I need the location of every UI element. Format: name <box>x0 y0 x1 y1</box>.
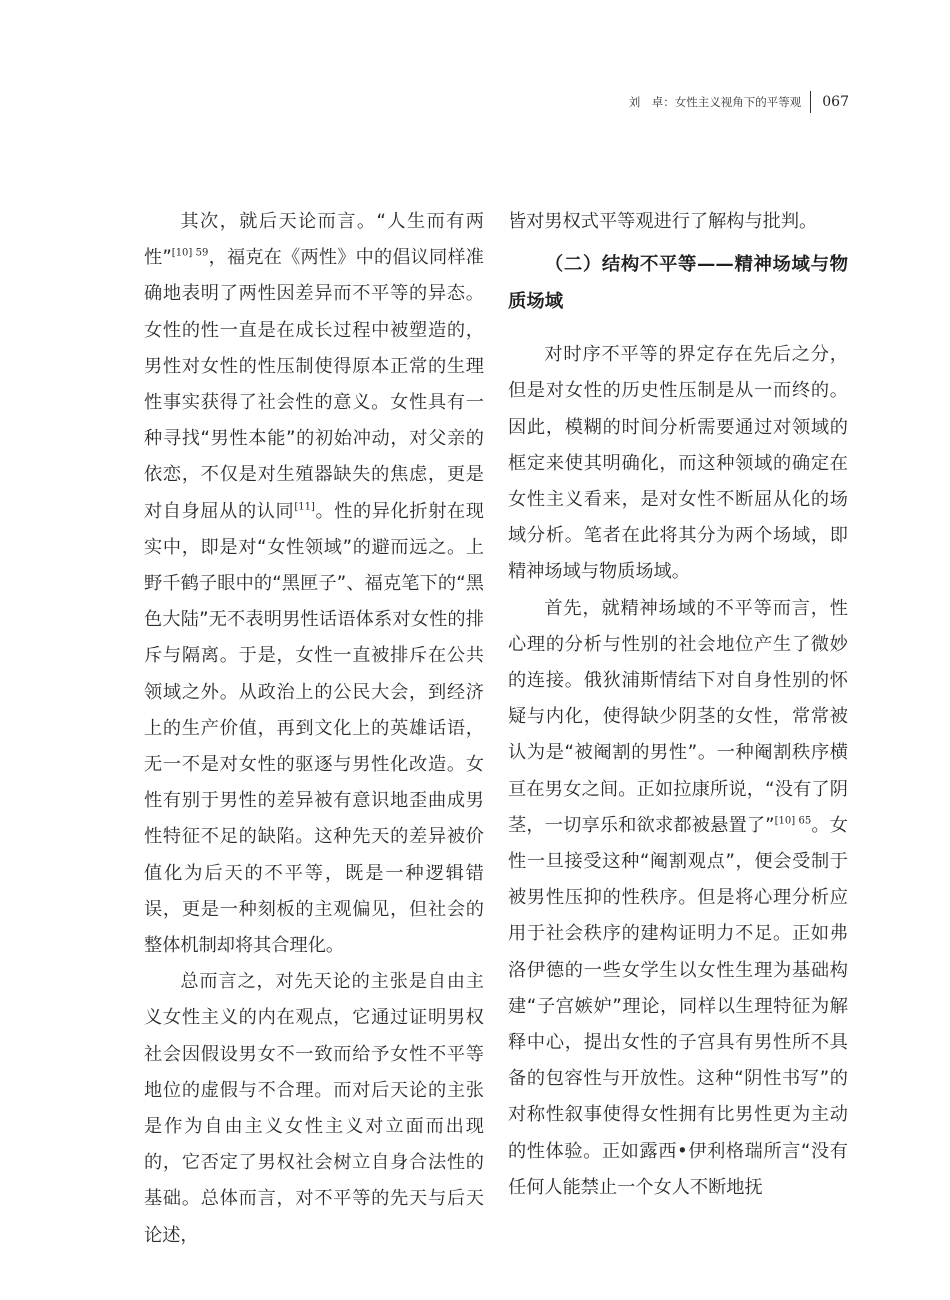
paragraph: 对时序不平等的界定存在先后之分，但是对女性的历史性压制是从一而终的。因此，模糊的时间分析需要通过对领域的框定来使其明确化，而这种领域的确定在女性主义看来，是对女性不断屈从化的场域分析。笔者在此将其分为两个场域，即精神场域与物质场域。 <box>508 344 848 583</box>
running-head <box>629 91 849 113</box>
paragraph <box>508 591 848 1206</box>
header-title: ：女性主义视角下的平等观 <box>663 95 802 109</box>
paragraph-text: 。女性一旦接受这种“阉割观点”，便会受制于被男性压抑的性秩序。但是将心理分析应用于社会秩序的建构证明力不足。正如弗洛伊德的一些女学生以女性生理为基础构建“子宫嫉妒”理论，同样以生理特征为解释中心，提出女性的子宫具有男性所不具备的包容性与开放性。这种“阴性书写”的对称性叙事使得女性拥有比男性更为主动的性体验。正如露西•伊利格瑞所言“没有任何人能禁止一个女人不断地抚 <box>508 814 848 1198</box>
paragraph-continuation: 皆对男权式平等观进行了解构与批判。 <box>508 211 818 232</box>
citation-ref: [11] <box>294 501 315 513</box>
section-heading: （二）结构不平等——精神场域与物质场域 <box>508 254 848 312</box>
paragraph-text: 首先，就精神场域的不平等而言，性心理的分析与性别的社会地位产生了微妙的连接。俄狄浦斯情结下对自身性别的怀疑与内化，使得缺少阴茎的女性，常常被认为是“被阉割的男性”。一种阉割秩序横亘在男女之间。正如拉康所说，“没有了阴茎，一切享乐和欲求都被悬置了” <box>508 597 848 836</box>
paragraph-text: 。性的异化折射在现实中，即是对“女性领域”的避而远之。上野千鹤子眼中的“黑匣子”、福克笔下的“黑色大陆”无不表明男性话语体系对女性的排斥与隔离。于是，女性一直被排斥在公共领域之外。从政治上的公民大会，到经济上的生产价值，再到文化上的英雄话语，无一不是对女性的驱逐与男性化改造。女性有别于男性的差异被有意识地歪曲成男性特征不足的缺陷。这种先天的差异被价值化为后天的不平等，既是一种逻辑错误，更是一种刻板的主观偏见，但社会的整体机制却将其合理化。 <box>144 500 484 957</box>
right-column <box>508 204 848 1206</box>
citation-ref: [10] 65 <box>774 815 812 827</box>
header-author: 刘 卓 <box>628 95 664 109</box>
header-divider <box>810 91 811 113</box>
paragraph-text: ，福克在《两性》中的倡议同样准确地表明了两性因差异而不平等的异态。女性的性一直是在成长过程中被塑造的，男性对女性的性压制使得原本正常的生理性事实获得了社会性的意义。女性具有一种寻找“男性本能”的初始冲动，对父亲的依恋，不仅是对生殖器缺失的焦虑，更是对自身屈从的认同 <box>144 247 484 522</box>
page-number: 067 <box>822 94 849 110</box>
paragraph-text: 其次，就后天论而言。“人生而有两性” <box>144 211 484 269</box>
left-column <box>144 204 484 1254</box>
paragraph: 总而言之，对先天论的主张是自由主义女性主义的内在观点，它通过证明男权社会因假设男女不一致而给予女性不平等地位的虚假与不合理。而对后天论的主张是作为自由主义女性主义对立面而出现的，它否定了男权社会树立自身合法性的基础。总体而言，对不平等的先天与后天论述， <box>144 971 484 1246</box>
citation-ref: [10] 59 <box>171 247 209 259</box>
paragraph <box>144 204 484 964</box>
